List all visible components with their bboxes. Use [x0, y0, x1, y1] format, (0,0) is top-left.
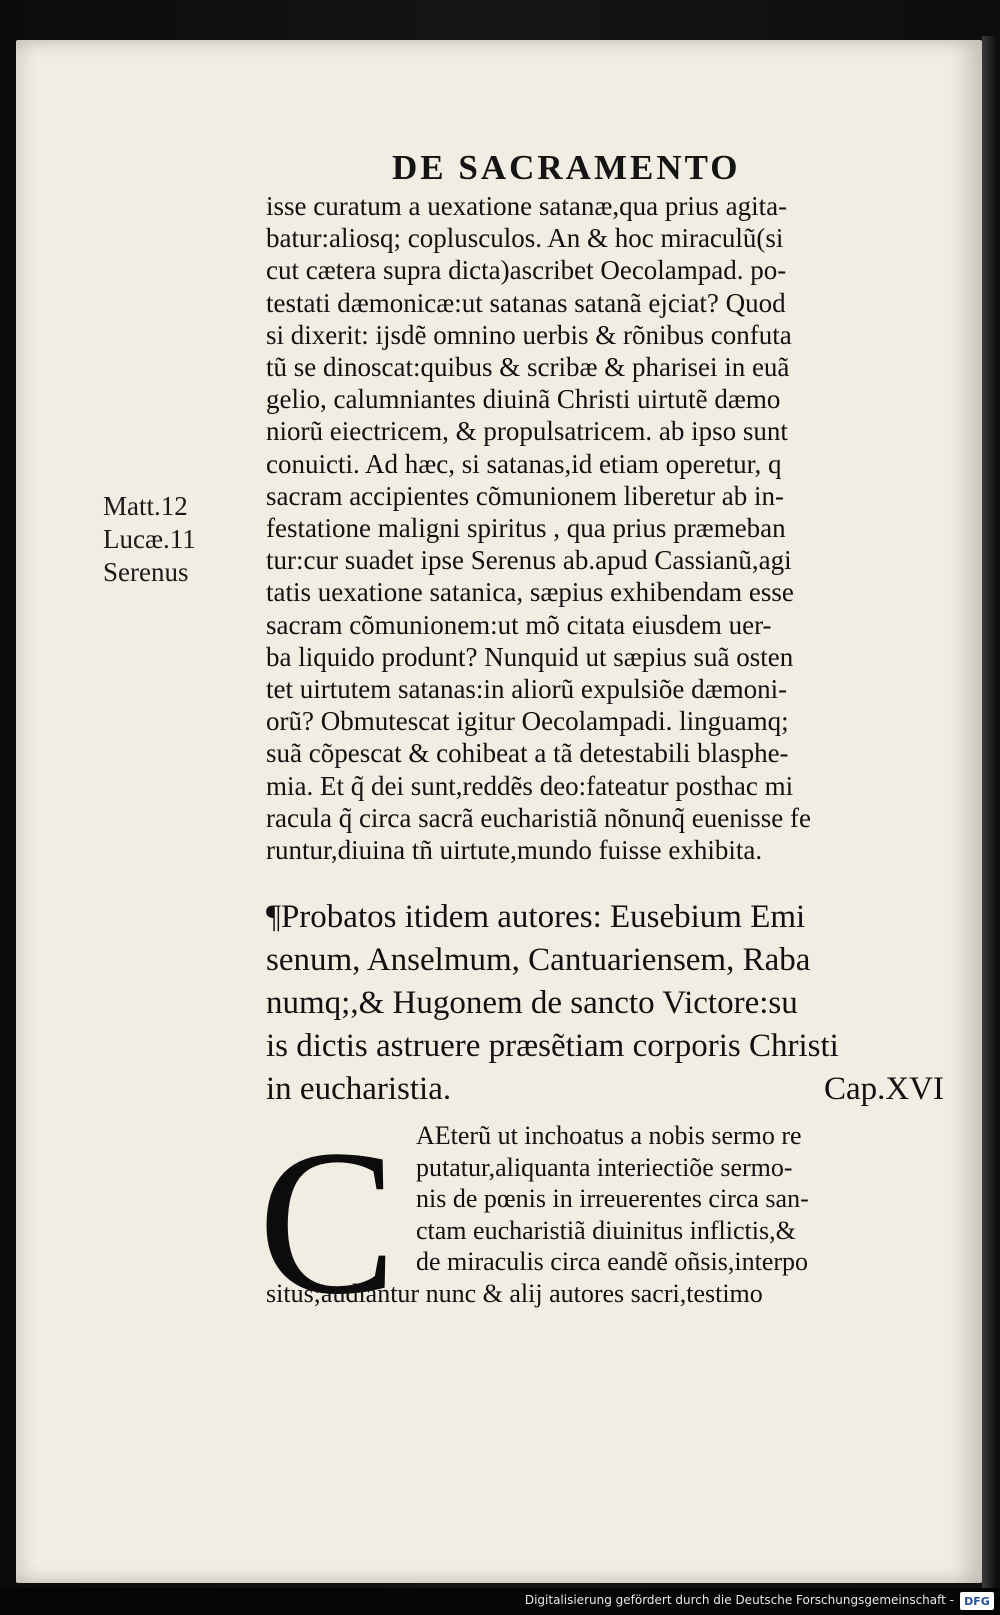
- text-line: tũ se dinoscat:quibus & scribæ & pharisei in euã: [266, 352, 790, 383]
- text-line: festatione maligni spiritus , qua prius præmeban: [266, 513, 786, 544]
- text-line: niorũ eiectricem, & propulsatricem. ab ipso sunt: [266, 416, 788, 447]
- text-line: de miraculis circa eandẽ oñsis,interpo: [416, 1247, 809, 1276]
- text-line: nis de pœnis in irreuerentes circa san-: [416, 1184, 809, 1213]
- text-line: putatur,aliquanta interiectiõe sermo-: [416, 1152, 793, 1182]
- chapter-text: [266, 1120, 956, 1309]
- text-line: AEterũ ut inchoatus a nobis sermo re: [416, 1121, 802, 1150]
- text-line: testati dæmonicæ:ut satanas satanã ejciat? Quod: [266, 287, 786, 318]
- text-line: ctam eucharistiã diuinitus inflictis,&: [416, 1215, 796, 1245]
- text-line: racula q̃ circa sacrã eucharistiã nõnunq̃ euenisse fe: [266, 802, 811, 833]
- text-line: batur:aliosq; coplusculos. An & hoc miraculũ(si: [266, 223, 784, 254]
- marginal-note: Matt.12: [103, 491, 188, 521]
- text-line: tur:cur suadet ipse Serenus ab.apud Cassianũ,agi: [266, 545, 792, 576]
- marginal-notes: [103, 490, 243, 589]
- text-line: si dixerit: ijsdẽ omnino uerbis & rõnibus confuta: [266, 319, 792, 350]
- chapter-number: Cap.XVI: [823, 1071, 944, 1107]
- marginal-note: Lucæ.11: [103, 524, 196, 554]
- running-head: DE SACRAMENTO: [392, 148, 741, 187]
- text-line: mia. Et q̃ dei sunt,reddẽs deo:fateatur posthac mi: [266, 770, 794, 801]
- text-line: isse curatum a uexatione satanæ,qua prius agita-: [266, 191, 788, 221]
- text-line: tatis uexatione satanica, sæpius exhibendam esse: [266, 577, 794, 608]
- page-edge: [982, 36, 996, 1588]
- heading-line: is dictis astruere præsẽtiam corporis Christi: [266, 1028, 839, 1064]
- heading-line: ¶Probatos itidem autores: Eusebium Emi: [266, 899, 806, 935]
- text-line: sacram cõmunionem:ut mõ citata eiusdem uer-: [266, 609, 772, 640]
- drop-cap: C: [258, 1107, 397, 1337]
- funding-credit: Digitalisierung gefördert durch die Deutsche Forschungsgemeinschaft -: [524, 1593, 954, 1607]
- heading-line: senum, Anselmum, Cantuariensem, Raba: [266, 942, 811, 978]
- body-text: [266, 190, 956, 866]
- marginal-note: Serenus: [103, 557, 189, 587]
- chapter-heading: [266, 896, 956, 1111]
- text-line: gelio, calumniantes diuinã Christi uirtutẽ dæmo: [266, 384, 781, 415]
- text-line: orũ? Obmutescat igitur Oecolampadi. linguamq;: [266, 706, 789, 737]
- text-line: conuicti. Ad hæc, si satanas,id etiam operetur, q: [266, 448, 782, 479]
- dfg-logo: DFG: [960, 1592, 994, 1610]
- heading-last-line: [266, 1068, 956, 1111]
- text-line: tet uirtutem satanas:in aliorũ expulsiõe dæmoni-: [266, 674, 788, 705]
- text-line: runtur,diuina tñ uirtute,mundo fuisse exhibita.: [266, 835, 763, 866]
- text-line: cut cætera supra dicta)ascribet Oecolampad. po-: [266, 255, 787, 286]
- heading-line: numq;,& Hugonem de sancto Victore:su: [266, 985, 798, 1021]
- footer-bar: [0, 1588, 1000, 1615]
- text-line: situs;audiantur nunc & alij autores sacri,testimo: [266, 1278, 763, 1308]
- heading-line: in eucharistia.: [266, 1071, 452, 1107]
- text-line: sacram accipientes cõmunionem liberetur ab in-: [266, 480, 785, 511]
- text-line: ba liquido produnt? Nunquid ut sæpius suã osten: [266, 641, 794, 672]
- text-line: suã cõpescat & cohibeat a tã detestabili blasphe-: [266, 738, 789, 769]
